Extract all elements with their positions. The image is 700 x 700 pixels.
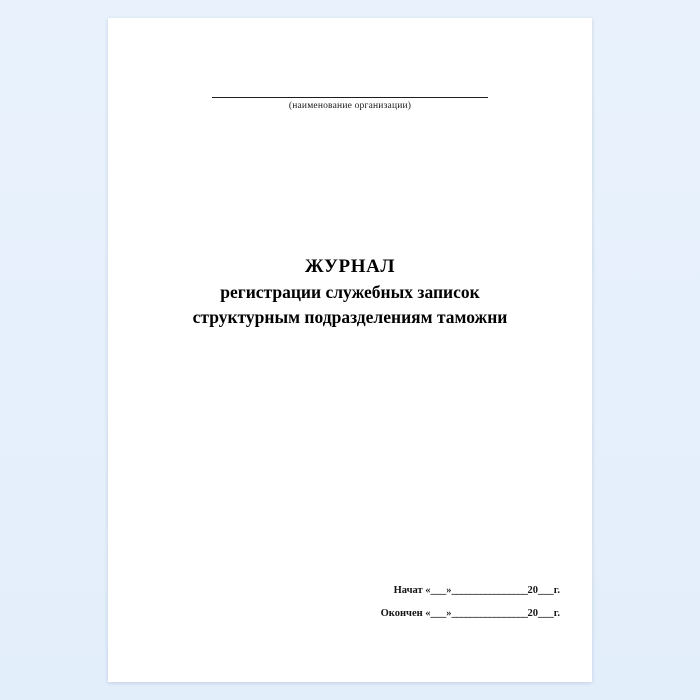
finished-date-year: 20___г. [527, 608, 560, 620]
document-footer-block [108, 585, 592, 620]
document-page-content [108, 18, 592, 682]
page-title: ЖУРНАЛ [304, 256, 396, 277]
organization-name-block [108, 96, 592, 111]
started-date-label: Начат «___» [393, 584, 452, 596]
document-title-block [108, 254, 592, 330]
finished-date-fill: ________________ [451, 608, 528, 620]
finished-date-row [108, 608, 560, 620]
started-date-year: 20___г. [527, 584, 560, 596]
organization-name-caption: (наименование организации) [288, 101, 412, 111]
started-date-row [108, 585, 560, 597]
started-date-fill: ________________ [451, 584, 528, 596]
page-subtitle-line-1: регистрации служебных записок [220, 281, 480, 302]
organization-name-rule [212, 96, 488, 98]
finished-date-label: Окончен «___» [380, 608, 452, 620]
document-page [108, 18, 592, 682]
page-subtitle-line-2: структурным подразделениям таможни [192, 307, 508, 328]
